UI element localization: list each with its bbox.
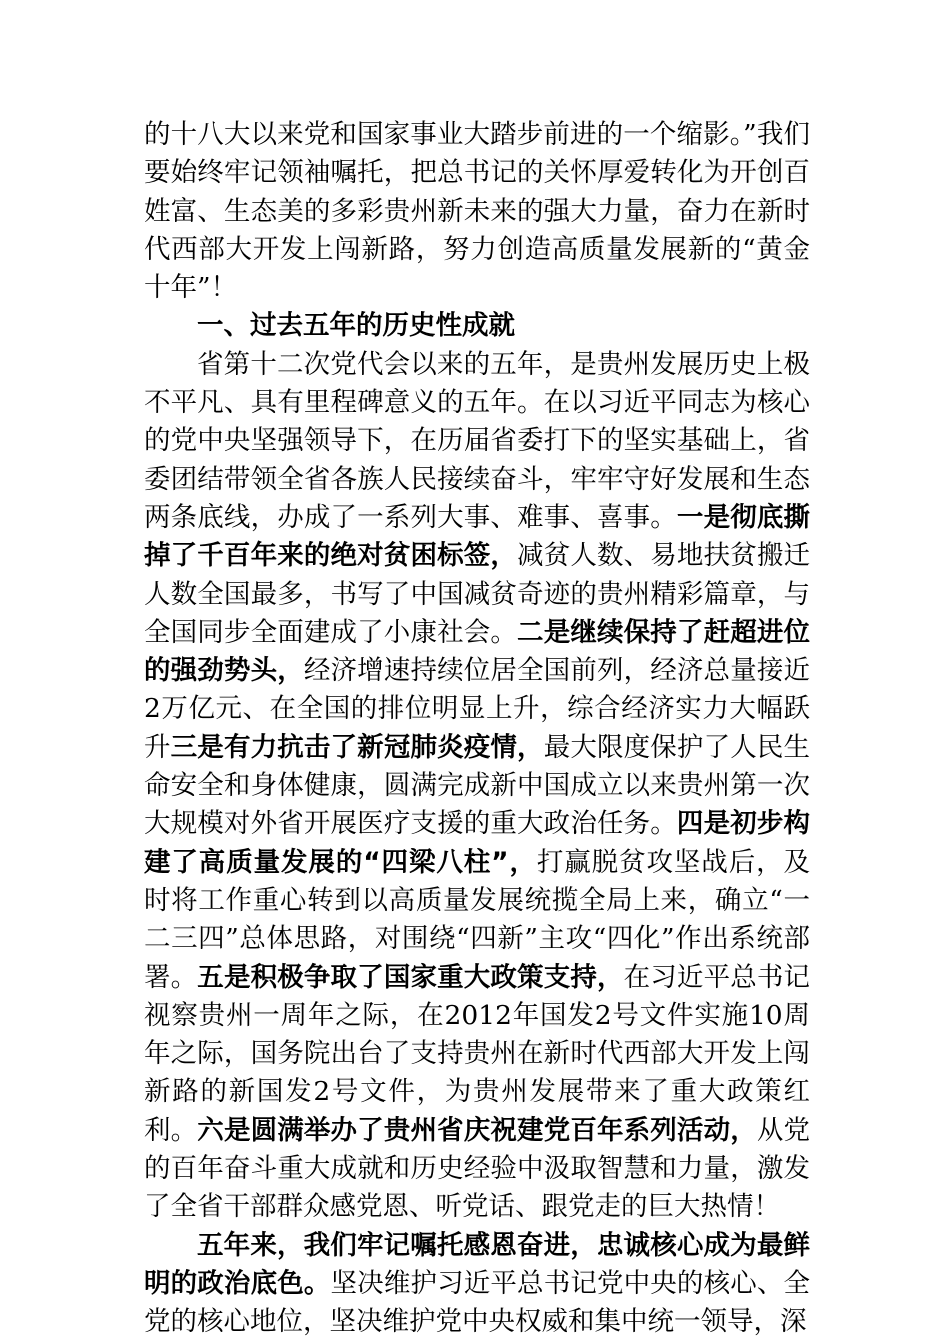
achievement-5-title: 五是积极争取了国家重大政策支持，: [197, 961, 624, 993]
achievement-4-text: 打赢脱贫攻坚战后，及时将工作重心转到以高质量发展统揽全局上来，确立“一二三四”总体思路，对围绕“四新”主攻“四化”作出系统部署。: [144, 846, 810, 993]
achievement-1-title: 一是彻底撕掉了千百年来的绝对贫困标签，: [144, 501, 811, 572]
achievement-3-title: 三是有力抗击了新冠肺炎疫情，: [170, 731, 544, 763]
achievement-2-title: 二是继续保持了赶超进位的强劲势头，: [144, 616, 811, 687]
achievement-1-text: 减贫人数、易地扶贫搬迁人数全国最多，书写了中国减贫奇迹的贵州精彩篇章，与全国同步全面建成了小康社会。: [144, 540, 811, 648]
section-heading: 一、过去五年的历史性成就: [197, 310, 515, 342]
paragraph-five-years: [144, 1227, 810, 1342]
five-years-text: 坚决维护习近平总书记党中央的核心、全党的核心地位，坚决维护党中央权威和集中统一领导，深: [144, 1267, 811, 1338]
achievements-intro: 省第十二次党代会以来的五年，是贵州发展历史上极不平凡、具有里程碑意义的五年。在以习近平同志为核心的党中央坚强领导下，在历届省委打下的坚实基础上，省委团结带领全省各族人民接续奋斗，牢牢守好发展和生态两条底线，办成了一系列大事、难事、喜事。: [144, 348, 810, 533]
achievement-5-text: 在习近平总书记视察贵州一周年之际，在2012年国发2号文件实施10周年之际，国务院出台了支持贵州在新时代西部大开发上闯新路的新国发2号文件，为贵州发展带来了重大政策红利。: [144, 961, 811, 1146]
five-years-lead: 五年来，我们牢记嘱托感恩奋进，忠诚核心成为最鲜明的政治底色。: [144, 1229, 810, 1299]
paragraph-intro: 的十八大以来党和国家事业大踏步前进的一个缩影。”我们要始终牢记领袖嘱托，把总书记的关怀厚爱转化为开创百姓富、生态美的多彩贵州新未来的强大力量，奋力在新时代西部大开发上闯新路，努力创造高质量发展新的“黄金十年”！: [144, 119, 810, 304]
document-body: [144, 116, 810, 1342]
achievement-2-text: 经济增速持续位居全国前列，经济总量接近2万亿元、在全国的排位明显上升，综合经济实力大幅跃升: [144, 655, 810, 763]
achievement-4-title: 四是初步构建了高质量发展的“四梁八柱”，: [144, 808, 811, 878]
paragraph-achievements: [144, 346, 810, 1227]
achievement-6-text: 从党的百年奋斗重大成就和历史经验中汲取智慧和力量，激发了全省干部群众感党恩、听党话、跟党走的巨大热情！: [144, 1114, 811, 1223]
achievement-3-text: 最大限度保护了人民生命安全和身体健康，圆满完成新中国成立以来贵州第一次大规模对外省开展医疗支援的重大政治任务。: [144, 731, 811, 840]
achievement-6-title: 六是圆满举办了贵州省庆祝建党百年系列活动，: [197, 1114, 757, 1146]
